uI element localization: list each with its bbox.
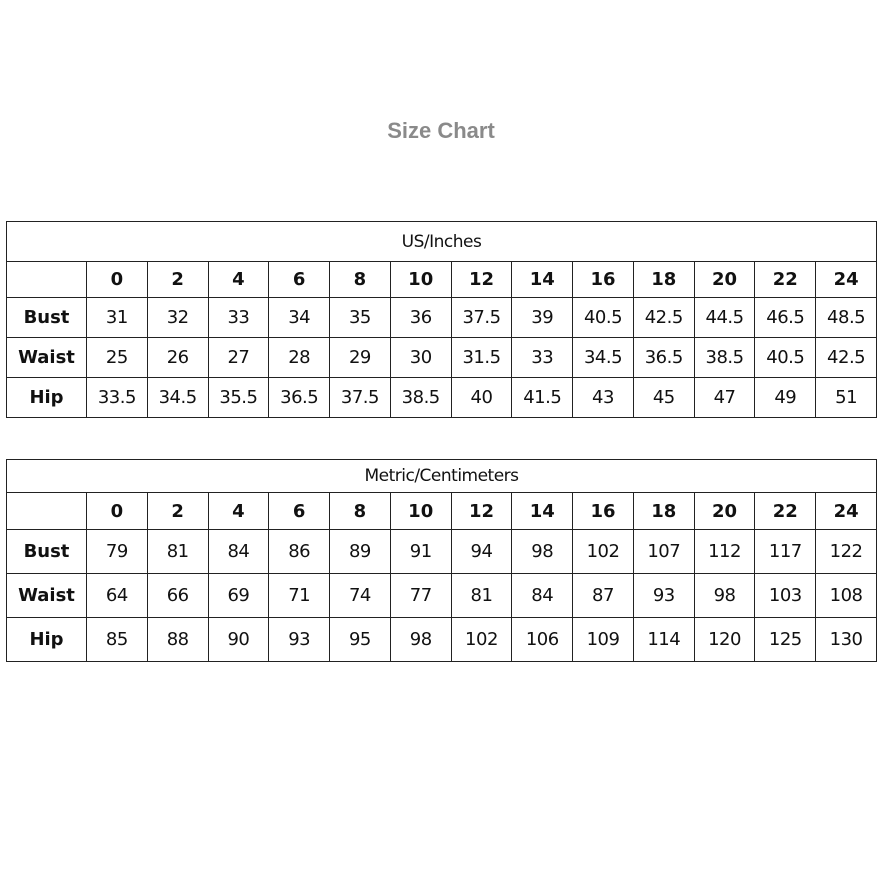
page-title: Size Chart bbox=[387, 118, 495, 143]
measurement-value: 48.5 bbox=[816, 298, 877, 338]
measurement-value: 28 bbox=[269, 338, 330, 378]
measurement-value: 34.5 bbox=[147, 378, 208, 418]
measurement-value: 86 bbox=[269, 530, 330, 574]
size-header-cell: 12 bbox=[451, 262, 512, 298]
measurement-value: 35.5 bbox=[208, 378, 269, 418]
measurement-value: 33.5 bbox=[87, 378, 148, 418]
measurement-value: 32 bbox=[147, 298, 208, 338]
measurement-value: 39 bbox=[512, 298, 573, 338]
size-header-cell: 18 bbox=[633, 262, 694, 298]
measurement-value: 90 bbox=[208, 618, 269, 662]
corner-cell bbox=[7, 262, 87, 298]
size-header-cell: 10 bbox=[390, 493, 451, 530]
measurement-value: 42.5 bbox=[816, 338, 877, 378]
measurement-value: 41.5 bbox=[512, 378, 573, 418]
measurement-value: 36 bbox=[390, 298, 451, 338]
size-header-cell: 10 bbox=[390, 262, 451, 298]
measurement-value: 36.5 bbox=[269, 378, 330, 418]
size-header-cell: 14 bbox=[512, 262, 573, 298]
measurement-value: 37.5 bbox=[330, 378, 391, 418]
measurement-value: 51 bbox=[816, 378, 877, 418]
measurement-value: 46.5 bbox=[755, 298, 816, 338]
measurement-value: 106 bbox=[512, 618, 573, 662]
measurement-value: 122 bbox=[816, 530, 877, 574]
measurement-label: Bust bbox=[7, 298, 87, 338]
measurement-value: 102 bbox=[573, 530, 634, 574]
measurement-value: 93 bbox=[633, 574, 694, 618]
size-header-row bbox=[7, 262, 877, 298]
measurement-value: 40 bbox=[451, 378, 512, 418]
table-row bbox=[7, 298, 877, 338]
size-header-cell: 20 bbox=[694, 262, 755, 298]
corner-cell bbox=[7, 493, 87, 530]
measurement-value: 33 bbox=[208, 298, 269, 338]
us-table-caption: US/Inches bbox=[7, 222, 877, 262]
measurement-label: Hip bbox=[7, 378, 87, 418]
measurement-value: 74 bbox=[330, 574, 391, 618]
measurement-value: 98 bbox=[390, 618, 451, 662]
size-header-cell: 16 bbox=[573, 262, 634, 298]
size-header-cell: 24 bbox=[816, 493, 877, 530]
size-header-cell: 14 bbox=[512, 493, 573, 530]
measurement-value: 112 bbox=[694, 530, 755, 574]
metric-size-table bbox=[6, 459, 877, 662]
measurement-value: 109 bbox=[573, 618, 634, 662]
size-header-cell: 12 bbox=[451, 493, 512, 530]
measurement-value: 77 bbox=[390, 574, 451, 618]
measurement-value: 66 bbox=[147, 574, 208, 618]
measurement-value: 30 bbox=[390, 338, 451, 378]
measurement-value: 88 bbox=[147, 618, 208, 662]
size-header-cell: 4 bbox=[208, 262, 269, 298]
table-row bbox=[7, 378, 877, 418]
measurement-value: 40.5 bbox=[755, 338, 816, 378]
measurement-label: Waist bbox=[7, 574, 87, 618]
measurement-value: 120 bbox=[694, 618, 755, 662]
measurement-value: 85 bbox=[87, 618, 148, 662]
measurement-value: 45 bbox=[633, 378, 694, 418]
measurement-value: 43 bbox=[573, 378, 634, 418]
measurement-value: 130 bbox=[816, 618, 877, 662]
measurement-value: 117 bbox=[755, 530, 816, 574]
table-row bbox=[7, 574, 877, 618]
measurement-value: 98 bbox=[694, 574, 755, 618]
measurement-value: 84 bbox=[512, 574, 573, 618]
measurement-label: Waist bbox=[7, 338, 87, 378]
measurement-value: 89 bbox=[330, 530, 391, 574]
size-header-cell: 6 bbox=[269, 493, 330, 530]
size-header-cell: 0 bbox=[87, 262, 148, 298]
size-header-cell: 16 bbox=[573, 493, 634, 530]
size-header-cell: 18 bbox=[633, 493, 694, 530]
metric-table-caption: Metric/Centimeters bbox=[7, 460, 877, 493]
measurement-value: 69 bbox=[208, 574, 269, 618]
measurement-value: 31 bbox=[87, 298, 148, 338]
measurement-value: 98 bbox=[512, 530, 573, 574]
size-header-cell: 24 bbox=[816, 262, 877, 298]
measurement-value: 103 bbox=[755, 574, 816, 618]
measurement-value: 25 bbox=[87, 338, 148, 378]
measurement-value: 27 bbox=[208, 338, 269, 378]
measurement-label: Bust bbox=[7, 530, 87, 574]
size-header-cell: 22 bbox=[755, 262, 816, 298]
measurement-value: 40.5 bbox=[573, 298, 634, 338]
size-header-cell: 2 bbox=[147, 262, 208, 298]
measurement-value: 33 bbox=[512, 338, 573, 378]
measurement-value: 108 bbox=[816, 574, 877, 618]
measurement-value: 94 bbox=[451, 530, 512, 574]
measurement-value: 34.5 bbox=[573, 338, 634, 378]
size-header-cell: 6 bbox=[269, 262, 330, 298]
measurement-label: Hip bbox=[7, 618, 87, 662]
table-row bbox=[7, 338, 877, 378]
measurement-value: 49 bbox=[755, 378, 816, 418]
size-header-cell: 0 bbox=[87, 493, 148, 530]
measurement-value: 44.5 bbox=[694, 298, 755, 338]
measurement-value: 29 bbox=[330, 338, 391, 378]
measurement-value: 34 bbox=[269, 298, 330, 338]
measurement-value: 81 bbox=[147, 530, 208, 574]
measurement-value: 47 bbox=[694, 378, 755, 418]
measurement-value: 37.5 bbox=[451, 298, 512, 338]
size-header-cell: 22 bbox=[755, 493, 816, 530]
measurement-value: 71 bbox=[269, 574, 330, 618]
measurement-value: 84 bbox=[208, 530, 269, 574]
table-row bbox=[7, 530, 877, 574]
measurement-value: 38.5 bbox=[694, 338, 755, 378]
measurement-value: 31.5 bbox=[451, 338, 512, 378]
table-row bbox=[7, 618, 877, 662]
measurement-value: 107 bbox=[633, 530, 694, 574]
measurement-value: 42.5 bbox=[633, 298, 694, 338]
size-header-cell: 8 bbox=[330, 493, 391, 530]
measurement-value: 93 bbox=[269, 618, 330, 662]
measurement-value: 64 bbox=[87, 574, 148, 618]
measurement-value: 114 bbox=[633, 618, 694, 662]
measurement-value: 95 bbox=[330, 618, 391, 662]
measurement-value: 35 bbox=[330, 298, 391, 338]
measurement-value: 36.5 bbox=[633, 338, 694, 378]
measurement-value: 81 bbox=[451, 574, 512, 618]
measurement-value: 125 bbox=[755, 618, 816, 662]
measurement-value: 102 bbox=[451, 618, 512, 662]
measurement-value: 26 bbox=[147, 338, 208, 378]
measurement-value: 91 bbox=[390, 530, 451, 574]
size-header-cell: 4 bbox=[208, 493, 269, 530]
measurement-value: 79 bbox=[87, 530, 148, 574]
measurement-value: 87 bbox=[573, 574, 634, 618]
size-header-cell: 20 bbox=[694, 493, 755, 530]
measurement-value: 38.5 bbox=[390, 378, 451, 418]
size-header-cell: 2 bbox=[147, 493, 208, 530]
size-header-row bbox=[7, 493, 877, 530]
us-size-table bbox=[6, 221, 877, 418]
size-header-cell: 8 bbox=[330, 262, 391, 298]
